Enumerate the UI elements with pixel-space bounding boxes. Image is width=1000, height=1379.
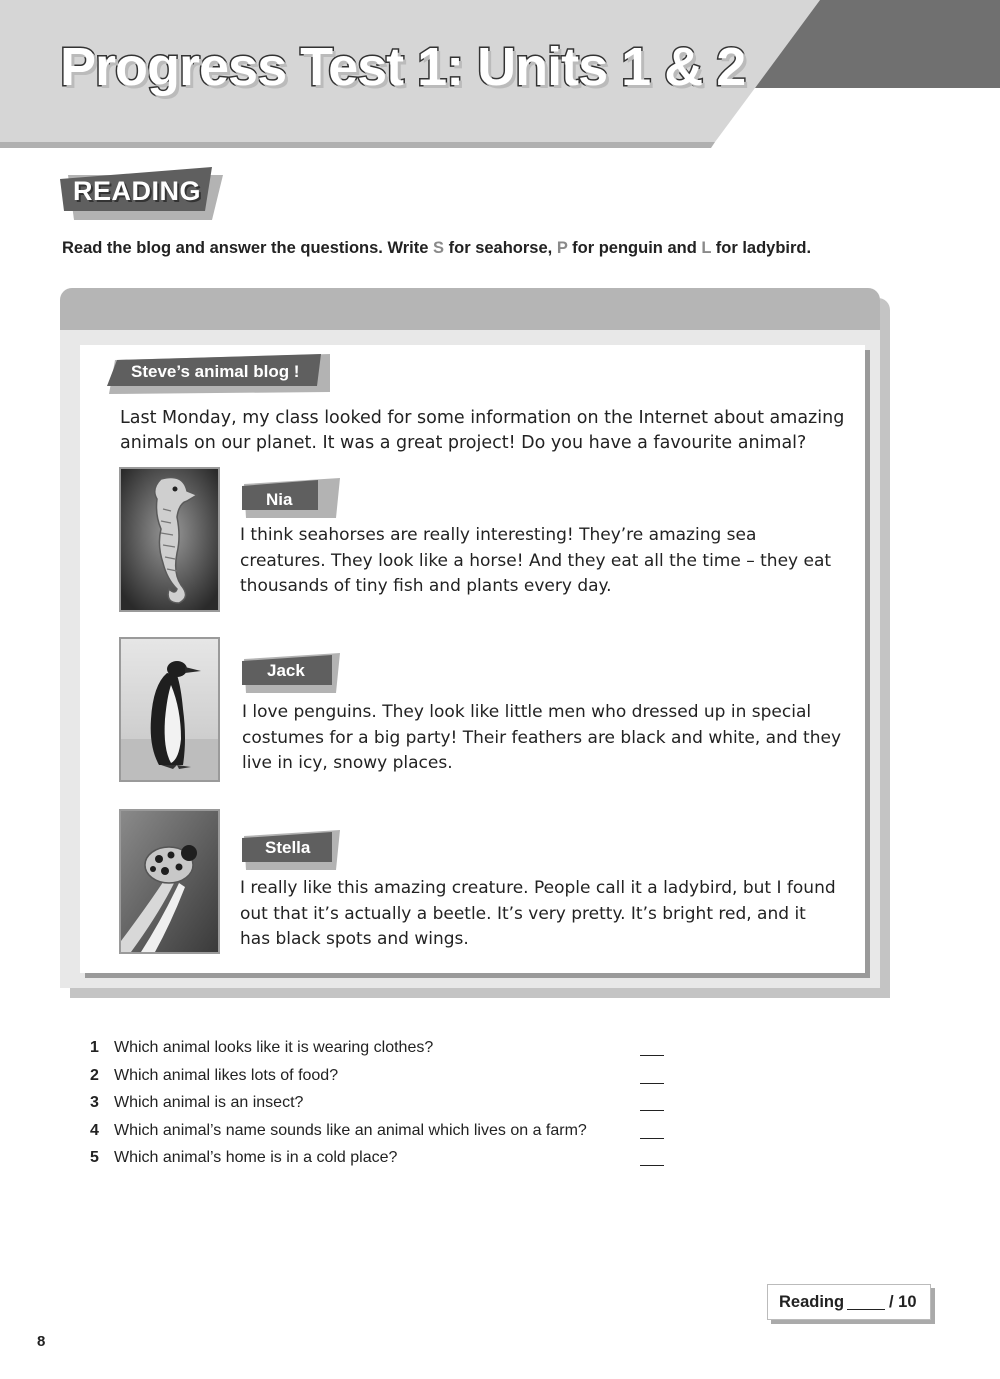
blog-title: Steve’s animal blog ! [131, 362, 300, 381]
page-number: 8 [37, 1333, 46, 1350]
answer-blank[interactable] [640, 1138, 664, 1139]
question-number: 1 [90, 1039, 99, 1056]
question-text: Which animal is an insect? [114, 1094, 304, 1111]
answer-blank[interactable] [640, 1110, 664, 1111]
page-title: Progress Test 1: Units 1 & 2 [60, 37, 746, 97]
letter-s: S [433, 239, 445, 257]
penguin-photo-icon [119, 637, 220, 782]
question-text: Which animal’s home is in a cold place? [114, 1149, 398, 1166]
blog-panel-top-bar [60, 288, 880, 330]
question-text: Which animal’s name sounds like an animal which lives on a farm? [114, 1121, 587, 1139]
page-header [0, 0, 1000, 150]
seahorse-photo-icon [119, 467, 220, 612]
question-number: 2 [90, 1066, 99, 1084]
question-item [90, 1039, 690, 1067]
letter-p: P [556, 239, 568, 257]
question-item [90, 1094, 690, 1122]
question-item [90, 1122, 690, 1150]
instructions-text: for seahorse, [444, 239, 557, 257]
question-item [90, 1149, 690, 1177]
ladybird-photo-icon [119, 809, 220, 954]
instructions-text: for penguin and [567, 239, 702, 257]
score-total: / 10 [889, 1293, 917, 1311]
instructions-text: for ladybird. [711, 239, 812, 257]
answer-blank[interactable] [640, 1083, 664, 1084]
entry-name-nia: Nia [266, 490, 293, 509]
instructions-text: Read the blog and answer the questions. Write [62, 239, 434, 257]
score-blank[interactable] [847, 1309, 885, 1310]
entry-name-jack: Jack [267, 661, 305, 680]
entry-name-stella: Stella [265, 838, 311, 857]
entry-text-stella: I really like this amazing creature. People call it a ladybird, but I found out that it’s actually a beetle. It’s very pretty. It’s bright red, and it has black spots and wings. [240, 878, 836, 949]
questions-list [90, 1039, 690, 1177]
score-label: Reading [779, 1293, 845, 1311]
blog-intro: Last Monday, my class looked for some information on the Internet about amazing animals on our planet. It was a great project! Do you have a favourite animal? [120, 408, 845, 453]
entry-text-nia: I think seahorses are really interesting! They’re amazing sea creatures. They look like a horse! And they eat all the time – they eat thousands of tiny fish and plants every day. [240, 525, 832, 596]
question-number: 3 [90, 1094, 99, 1111]
answer-blank[interactable] [640, 1165, 664, 1166]
question-item [90, 1067, 690, 1095]
score-box [767, 1284, 931, 1320]
question-number: 5 [90, 1149, 99, 1166]
question-text: Which animal likes lots of food? [114, 1066, 339, 1084]
answer-blank[interactable] [640, 1055, 664, 1056]
section-tag: READING [73, 176, 202, 206]
letter-l: L [701, 239, 712, 257]
question-text: Which animal looks like it is wearing clothes? [114, 1039, 434, 1056]
question-number: 4 [90, 1121, 99, 1139]
entry-text-jack: I love penguins. They look like little men who dressed up in special costumes for a big party! Their feathers are black and white, and they live in icy, snowy places. [242, 702, 842, 773]
instructions [62, 239, 811, 258]
